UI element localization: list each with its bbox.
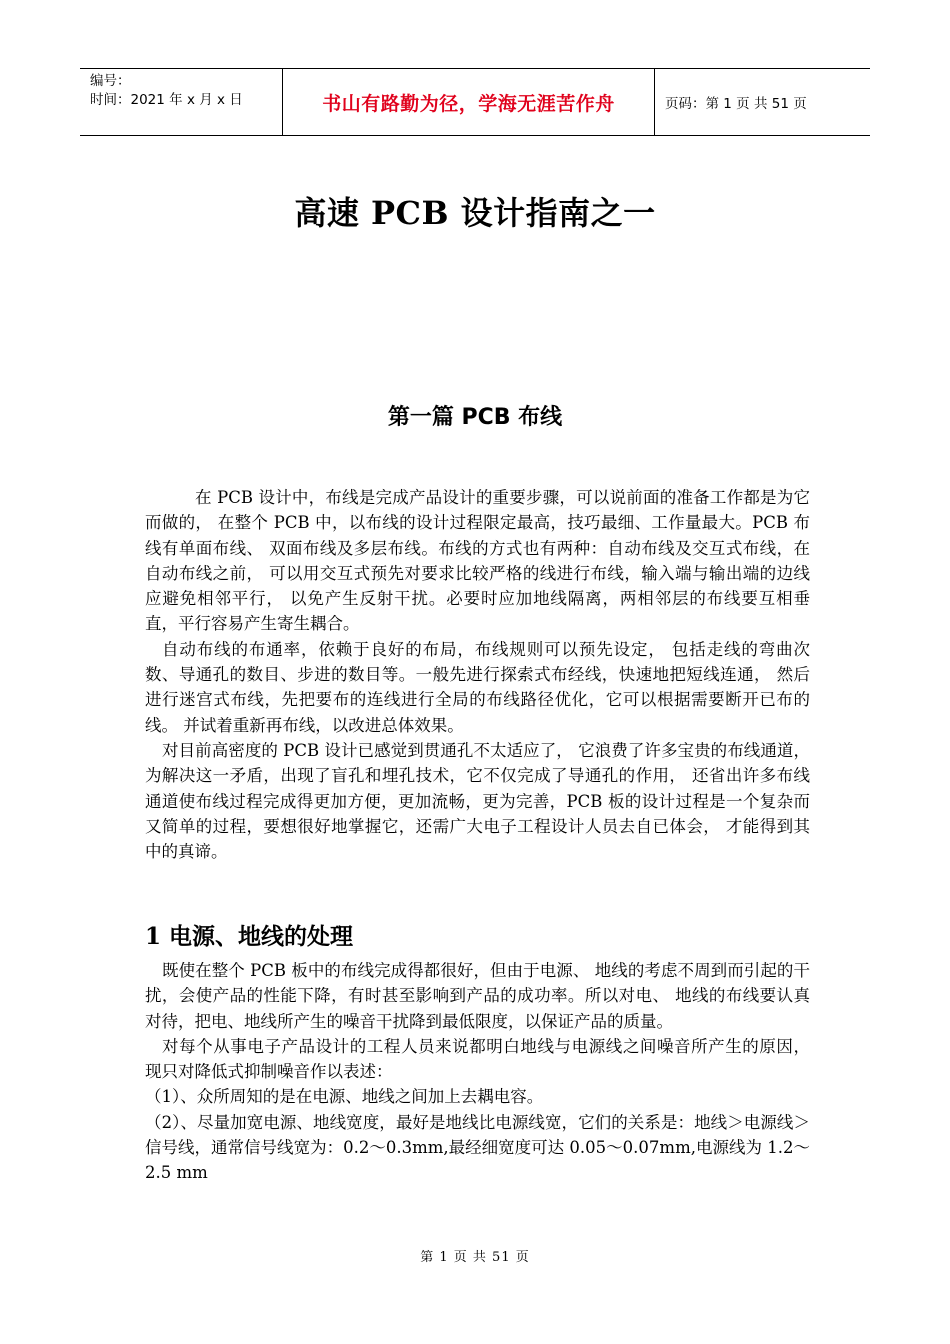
section-list-item: （2）、尽量加宽电源、地线宽度，最好是地线比电源线宽，它们的关系是：地线＞电源线＞信号线，通常信号线宽为：0.2～0.3mm,最经细宽度可达 0.05～0.07mm,电源线为 1.2～2.5 mm bbox=[145, 1112, 810, 1183]
part-title: 第一篇 PCB 布线 bbox=[387, 405, 563, 430]
header-page-code: 页码：第 1 页 共 51 页 bbox=[665, 96, 807, 112]
intro-paragraph: 在 PCB 设计中，布线是完成产品设计的重要步骤，可以说前面的准备工作都是为它而做的， 在整个 PCB 中，以布线的设计过程限定最高，技巧最细、工作量最大。PCB 布线有单面布线、 双面布线及多层布线。布线的方式也有两种：自动布线及交互式布线，在自动布线之前， 可以用交互式预先对要求比较严格的线进行布线，输入端与输出端的边线应避免相邻平行， 以免产生反射干扰。必要时应加地线隔离，两相邻层的布线要互相垂直，平行容易产生寄生耦合。 bbox=[145, 488, 810, 634]
section-paragraph: 对每个从事电子产品设计的工程人员来说都明白地线与电源线之间噪音所产生的原因， 现只对降低式抑制噪音作以表述： bbox=[145, 1036, 810, 1082]
section-list-item: （1）、众所周知的是在电源、地线之间加上去耦电容。 bbox=[145, 1087, 544, 1107]
header-meta bbox=[80, 69, 282, 135]
intro-paragraph: 对目前高密度的 PCB 设计已感觉到贯通孔不太适应了， 它浪费了许多宝贵的布线通道，为解决这一矛盾，出现了盲孔和埋孔技术，它不仅完成了导通孔的作用， 还省出许多布线通道使布线过程完成得更加方便，更加流畅，更为完善，PCB 板的设计过程是一个复杂而又简单的过程，要想很好地掌握它，还需广大电子工程设计人员去自已体会， 才能得到其中的真谛。 bbox=[145, 740, 810, 862]
header-motto: 书山有路勤为径，学海无涯苦作舟 bbox=[282, 69, 655, 135]
intro-paragraph: 自动布线的布通率，依赖于良好的布局，布线规则可以预先设定， 包括走线的弯曲次数、导通孔的数目、步进的数目等。一般先进行探索式布经线，快速地把短线连通， 然后进行迷宫式布线，先把要布的连线进行全局的布线路径优化，它可以根据需要断开已布的线。 并试着重新再布线，以改进总体效果。 bbox=[145, 639, 810, 735]
document-number-label: 编号： bbox=[90, 73, 131, 89]
page-header bbox=[80, 68, 870, 136]
page-footer: 第 1 页 共 51 页 bbox=[420, 1250, 530, 1265]
section-1-title: 1 电源、地线的处理 bbox=[145, 923, 354, 950]
document-title: 高速 PCB 设计指南之一 bbox=[294, 194, 656, 232]
intro-section bbox=[145, 485, 810, 864]
section-1-body bbox=[145, 958, 810, 1186]
section-paragraph: 既使在整个 PCB 板中的布线完成得都很好，但由于电源、 地线的考虑不周到而引起的干扰，会使产品的性能下降，有时甚至影响到产品的成功率。所以对电、 地线的布线要认真对待，把电、地线所产生的噪音干扰降到最低限度，以保证产品的质量。 bbox=[145, 961, 810, 1031]
document-time-label: 时间：2021 年 x 月 x 日 bbox=[90, 92, 243, 108]
